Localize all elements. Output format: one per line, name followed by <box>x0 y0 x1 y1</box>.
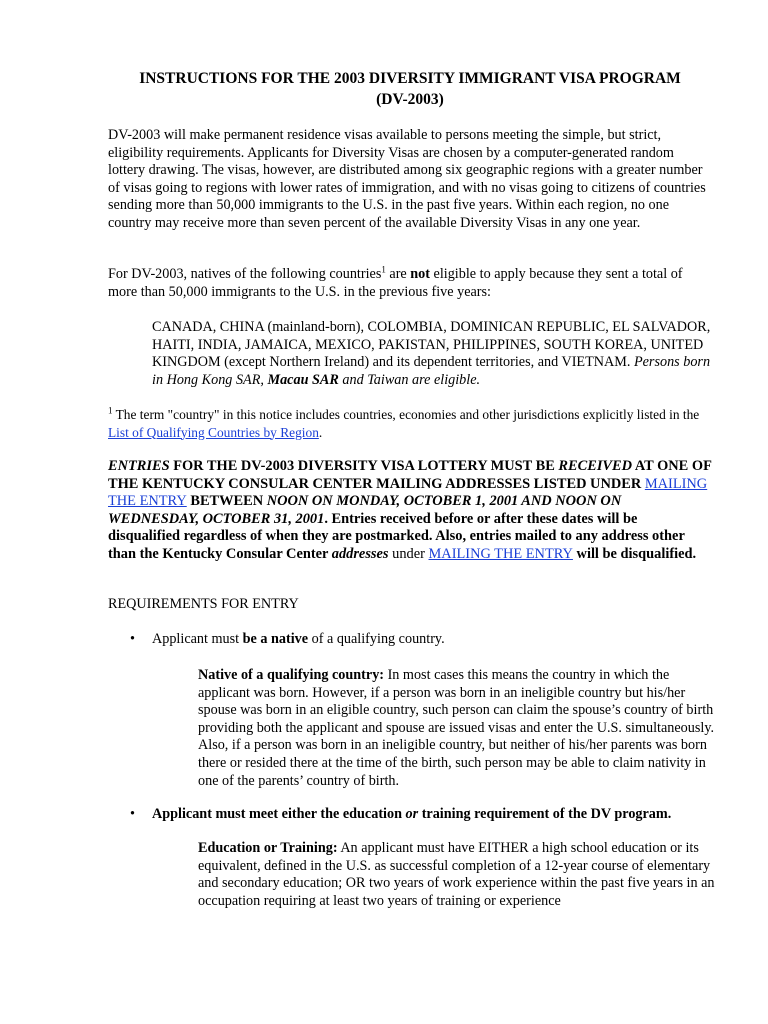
bullet-icon: • <box>130 631 135 647</box>
title-line-1: INSTRUCTIONS FOR THE 2003 DIVERSITY IMMIGRANT VISA PROGRAM <box>139 70 681 87</box>
country-list-text: CANADA, CHINA (mainland-born), COLOMBIA, DOMINICAN REPUBLIC, EL SALVADOR, HAITI, INDIA, JAMAICA, MEXICO, PAKISTAN, PHILIPPINES, SOUTH KOREA, UNITED KINGDOM (except Northern Ireland) and its dependent territories, and VIETNAM. <box>152 319 711 371</box>
footnote-mark: 1 <box>108 405 113 416</box>
title-line-2: (DV-2003) <box>376 91 444 108</box>
education-definition: Education or Training: An applicant must have EITHER a high school education or its equivalent, defined in the U.S. as successful completion of a 12-year course of elementary and secondary education; OR two years of work experience within the past five years in an occupation requiring at least two years of training or experience <box>198 840 715 909</box>
page-title <box>108 68 712 110</box>
bullet-icon: • <box>130 806 135 822</box>
entries-notice: ENTRIES FOR THE DV-2003 DIVERSITY VISA LOTTERY MUST BE RECEIVED AT ONE OF THE KENTUCKY CONSULAR CENTER MAILING ADDRESSES LISTED UNDER MAILING THE ENTRY BETWEEN NOON ON MONDAY, OCTOBER 1, 2001 AND NOON ON WEDNESDAY, OCTOBER 31, 2001. Entries received before or after these dates will be disqualified regardless of when they are postmarked. Also, entries mailed to any address other than the Kentucky Consular Center addresses under MAILING THE ENTRY will be disqualified. <box>108 458 712 562</box>
ineligible-paragraph: For DV-2003, natives of the following countries$^1$ are not eligible to apply because they sent a total of more than 50,000 immigrants to the U.S. in the previous five years: <box>108 264 683 300</box>
qualifying-countries-link[interactable]: List of Qualifying Countries by Region <box>108 424 319 440</box>
footnote-ref: 1 <box>381 264 386 275</box>
mailing-the-entry-link-2[interactable]: MAILING THE ENTRY <box>428 545 573 562</box>
intro-paragraph: DV-2003 will make permanent residence visas available to persons meeting the simple, but strict, eligibility requirements. Applicants for Diversity Visas are chosen by a computer-generated random lottery drawing. The visas, however, are distributed among six geographic regions with a greater number of visas going to regions with lower rates of immigration, and with no visas going to citizens of countries sending more than 50,000 immigrants to the U.S. in the past five years. Within each region, no one country may receive more than seven percent of the available Diversity Visas in any one year. <box>108 127 706 231</box>
mailing-the-entry-link-1[interactable]: MAILING THE ENTRY <box>108 475 708 510</box>
requirements-heading: REQUIREMENTS FOR ENTRY <box>108 596 299 612</box>
ineligible-country-list <box>152 319 712 389</box>
native-definition: Native of a qualifying country: In most cases this means the country in which the applicant was born. However, if a person was born in an ineligible country but his/her spouse was born in an eligible country, such person can claim the spouse’s country of birth providing both the applicant and spouse are issued visas and enter the U.S. simultaneously. Also, if a person was born in an ineligible country, but neither of his/her parents was born there or resided there at the time of the birth, such person may be able to claim nativity in one of the parents’ country of birth. <box>198 667 715 789</box>
footnote: $^1$ The term "country" in this notice includes countries, economies and other jurisdictions explicitly listed in the List of Qualifying Countries by Region. <box>108 405 700 440</box>
eligible-note: Persons born in Hong Kong SAR, Macau SAR and Taiwan are eligible. <box>152 354 711 388</box>
